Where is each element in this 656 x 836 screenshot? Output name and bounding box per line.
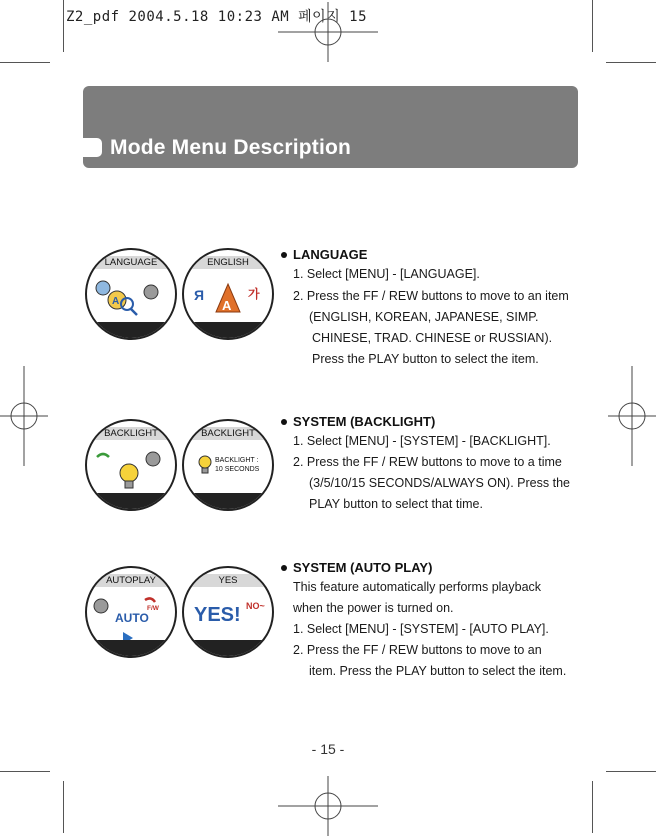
title-banner [83,86,578,168]
instruction-line: PLAY button to select that time. [309,497,483,511]
bullet-icon [281,419,287,425]
print-header: Z2_pdf 2004.5.18 10:23 AM 페이지 15 [66,9,368,25]
screen-label: LANGUAGE [87,256,175,269]
autoplay-option-screen [182,566,274,658]
backlight-setting-label: BACKLIGHT : [215,457,259,464]
banner-tab-marker [83,138,102,157]
registration-mark-top [278,2,378,62]
backlight-menu-screen [85,419,177,511]
svg-text:A: A [112,296,120,307]
instruction-line: CHINESE, TRAD. CHINESE or RUSSIAN). [312,331,553,345]
letters-icon [184,270,272,330]
yes-graphic: YES! [194,604,241,626]
language-globe-icon [87,270,175,330]
crop-mark [0,62,50,63]
screen-bottom-bar [87,640,175,656]
backlight-setting-value: 10 SECONDS [215,466,260,473]
instruction-line: 2. Press the FF / REW buttons to move to a time [293,455,562,469]
screen-label: BACKLIGHT [184,427,272,440]
page-number: - 15 - [311,741,345,757]
instruction-line: 1. Select [MENU] - [SYSTEM] - [AUTO PLAY]. [293,622,549,636]
instruction-line: Press the PLAY button to select the item. [312,352,539,366]
screen-bottom-bar [184,322,272,338]
section-heading-text: SYSTEM (AUTO PLAY) [293,560,433,575]
crop-mark [0,771,50,772]
instruction-line: (ENGLISH, KOREAN, JAPANESE, SIMP. [309,310,539,324]
crop-mark [63,781,64,833]
bullet-icon [281,252,287,258]
section-heading [281,414,435,429]
instruction-line: 2. Press the FF / REW buttons to move to an item [293,289,569,303]
page-title: Mode Menu Description [110,136,352,159]
screen-bottom-bar [87,322,175,338]
section-heading-text: LANGUAGE [293,247,368,262]
autoplay-menu-screen [85,566,177,658]
screen-label: YES [184,574,272,587]
section-heading-text: SYSTEM (BACKLIGHT) [293,414,436,429]
instruction-line: when the power is turned on. [293,601,454,615]
bullet-icon [281,565,287,571]
crop-mark [592,781,593,833]
autoplay-icon-text: AUTO [115,611,149,625]
crop-mark [592,0,593,52]
registration-mark-bottom [278,776,378,836]
english-option-screen [182,248,274,340]
instruction-line: 2. Press the FF / REW buttons to move to an [293,643,542,657]
small-bulb-icon [196,453,216,477]
crop-mark [606,62,656,63]
crop-mark [606,771,656,772]
screen-label: AUTOPLAY [87,574,175,587]
svg-text:가: 가 [248,287,260,301]
fw-label: F/W [147,605,159,612]
instruction-line: 1. Select [MENU] - [SYSTEM] - [BACKLIGHT]. [293,434,551,448]
screen-label: BACKLIGHT [87,427,175,440]
language-menu-screen [85,248,177,340]
backlight-option-screen [182,419,274,511]
section-heading [281,560,432,575]
instruction-line: This feature automatically performs playback [293,580,542,594]
instruction-line: (3/5/10/15 SECONDS/ALWAYS ON). Press the [309,476,570,490]
instruction-line: item. Press the PLAY button to select the item. [309,664,567,678]
screen-bottom-bar [87,493,175,509]
instruction-line: 1. Select [MENU] - [LANGUAGE]. [293,267,480,281]
screen-bottom-bar [184,640,272,656]
section-heading [281,247,367,262]
lightbulb-icon [87,441,175,501]
screen-label: ENGLISH [184,256,272,269]
crop-mark [63,0,64,52]
registration-mark-left [0,366,48,466]
screen-bottom-bar [184,493,272,509]
registration-mark-right [608,366,656,466]
no-graphic: NO~ [246,601,265,611]
svg-text:A: A [222,298,232,313]
svg-text:Я: Я [194,287,205,303]
